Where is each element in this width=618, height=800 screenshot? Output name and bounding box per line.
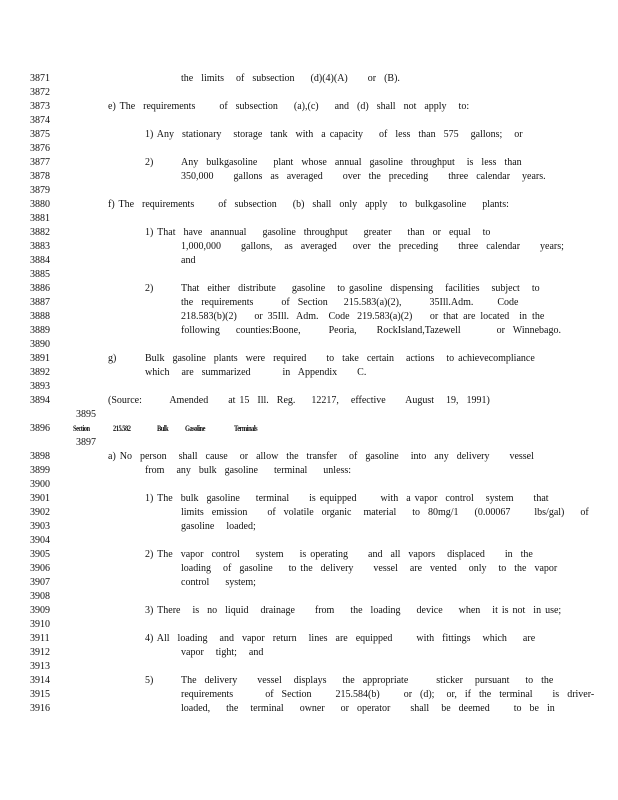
line-number: 3916 (30, 703, 50, 714)
line-number: 3893 (30, 381, 50, 392)
line-number: 3884 (30, 255, 50, 266)
text-line: loaded, the terminal owner or operator shall be deemed to be in (181, 703, 555, 714)
section-title-word: Bulk (157, 424, 169, 433)
section-title-word: Terminals (234, 424, 258, 433)
line-number: 3914 (30, 675, 50, 686)
text-line: 3) There is no liquid drainage from the loading device when it is not in use; (145, 605, 562, 616)
line-number: 3879 (30, 185, 50, 196)
line-number: 3900 (30, 479, 50, 490)
text-line: That either distribute gasoline to gasoline dispensing facilities subject to (181, 283, 540, 294)
text-line: control system; (181, 577, 256, 588)
list-marker: 2) (145, 157, 154, 168)
section-number: 215.582 (113, 424, 131, 433)
line-number: 3906 (30, 563, 50, 574)
line-number: 3911 (30, 633, 50, 644)
text-line: vapor tight; and (181, 647, 264, 658)
text-line: the requirements of Section 215.583(a)(2), 35Ill.Adm. Code (181, 297, 519, 308)
line-number: 3875 (30, 129, 50, 140)
text-line: Any bulkgasoline plant whose annual gasoline throughput is less than (181, 157, 522, 168)
line-number: 3912 (30, 647, 50, 658)
text-line: 218.583(b)(2) or 35Ill. Adm. Code 219.583(a)(2) or that are located in the (181, 311, 545, 322)
line-number: 3874 (30, 115, 50, 126)
text-line: the limits of subsection (d)(4)(A) or (B). (181, 73, 400, 84)
line-number: 3910 (30, 619, 50, 630)
line-number: 3902 (30, 507, 50, 518)
text-line: from any bulk gasoline terminal unless: (145, 465, 352, 476)
text-line: 4) All loading and vapor return lines are equipped with fittings which are (145, 633, 536, 644)
text-line: a) No person shall cause or allow the transfer of gasoline into any delivery vessel (108, 451, 534, 462)
line-number: 3913 (30, 661, 50, 672)
line-number: 3887 (30, 297, 50, 308)
text-line: 1) The bulk gasoline terminal is equipped with a vapor control system that (145, 493, 549, 504)
text-line: 2) The vapor control system is operating and all vapors displaced in the (145, 549, 533, 560)
line-number: 3880 (30, 199, 50, 210)
text-line: 1,000,000 gallons, as averaged over the preceding three calendar years; (181, 241, 564, 252)
line-number: 3878 (30, 171, 50, 182)
line-number: 3895 (76, 409, 96, 420)
line-number: 3907 (30, 577, 50, 588)
line-number: 3888 (30, 311, 50, 322)
list-marker: 5) (145, 675, 154, 686)
line-number: 3908 (30, 591, 50, 602)
line-number: 3876 (30, 143, 50, 154)
line-number: 3905 (30, 549, 50, 560)
line-number: 3871 (30, 73, 50, 84)
line-number: 3891 (30, 353, 50, 364)
line-number: 3886 (30, 283, 50, 294)
text-line: 1) Any stationary storage tank with a capacity of less than 575 gallons; or (145, 129, 523, 140)
list-marker: 2) (145, 283, 154, 294)
line-number: 3915 (30, 689, 50, 700)
line-number: 3896 (30, 423, 50, 434)
text-line: limits emission of volatile organic material to 80mg/1 (0.00067 lbs/gal) of (181, 507, 589, 518)
line-number: 3889 (30, 325, 50, 336)
line-number: 3909 (30, 605, 50, 616)
source-note: (Source: Amended at 15 Ill. Reg. 12217, effective August 19, 1991) (108, 395, 490, 406)
text-line: requirements of Section 215.584(b) or (d); or, if the terminal is driver- (181, 689, 595, 700)
line-number: 3898 (30, 451, 50, 462)
text-line: Bulk gasoline plants were required to take certain actions to achievecompliance (145, 353, 535, 364)
line-number: 3901 (30, 493, 50, 504)
line-number: 3885 (30, 269, 50, 280)
text-line: 1) That have anannual gasoline throughput greater than or equal to (145, 227, 491, 238)
line-number: 3894 (30, 395, 50, 406)
line-number: 3873 (30, 101, 50, 112)
line-number: 3899 (30, 465, 50, 476)
text-line: gasoline loaded; (181, 521, 256, 532)
text-line: 350,000 gallons as averaged over the preceding three calendar years. (181, 171, 546, 182)
line-number: 3890 (30, 339, 50, 350)
line-number: 3872 (30, 87, 50, 98)
line-number: 3903 (30, 521, 50, 532)
text-line: following counties:Boone, Peoria, RockIsland,Tazewell or Winnebago. (181, 325, 561, 336)
text-line: which are summarized in Appendix C. (145, 367, 367, 378)
line-number: 3892 (30, 367, 50, 378)
line-number: 3904 (30, 535, 50, 546)
list-marker: g) (108, 353, 117, 364)
line-number: 3882 (30, 227, 50, 238)
line-number: 3877 (30, 157, 50, 168)
text-line: e) The requirements of subsection (a),(c) and (d) shall not apply to: (108, 101, 470, 112)
text-line: loading of gasoline to the delivery vessel are vented only to the vapor (181, 563, 558, 574)
line-number: 3883 (30, 241, 50, 252)
line-number: 3897 (76, 437, 96, 448)
line-number: 3881 (30, 213, 50, 224)
text-line: and (181, 255, 196, 266)
text-line: f) The requirements of subsection (b) shall only apply to bulkgasoline plants: (108, 199, 509, 210)
section-title-word: Gasoline (185, 424, 205, 433)
section-label: Section (73, 424, 90, 433)
text-line: The delivery vessel displays the appropriate sticker pursuant to the (181, 675, 554, 686)
